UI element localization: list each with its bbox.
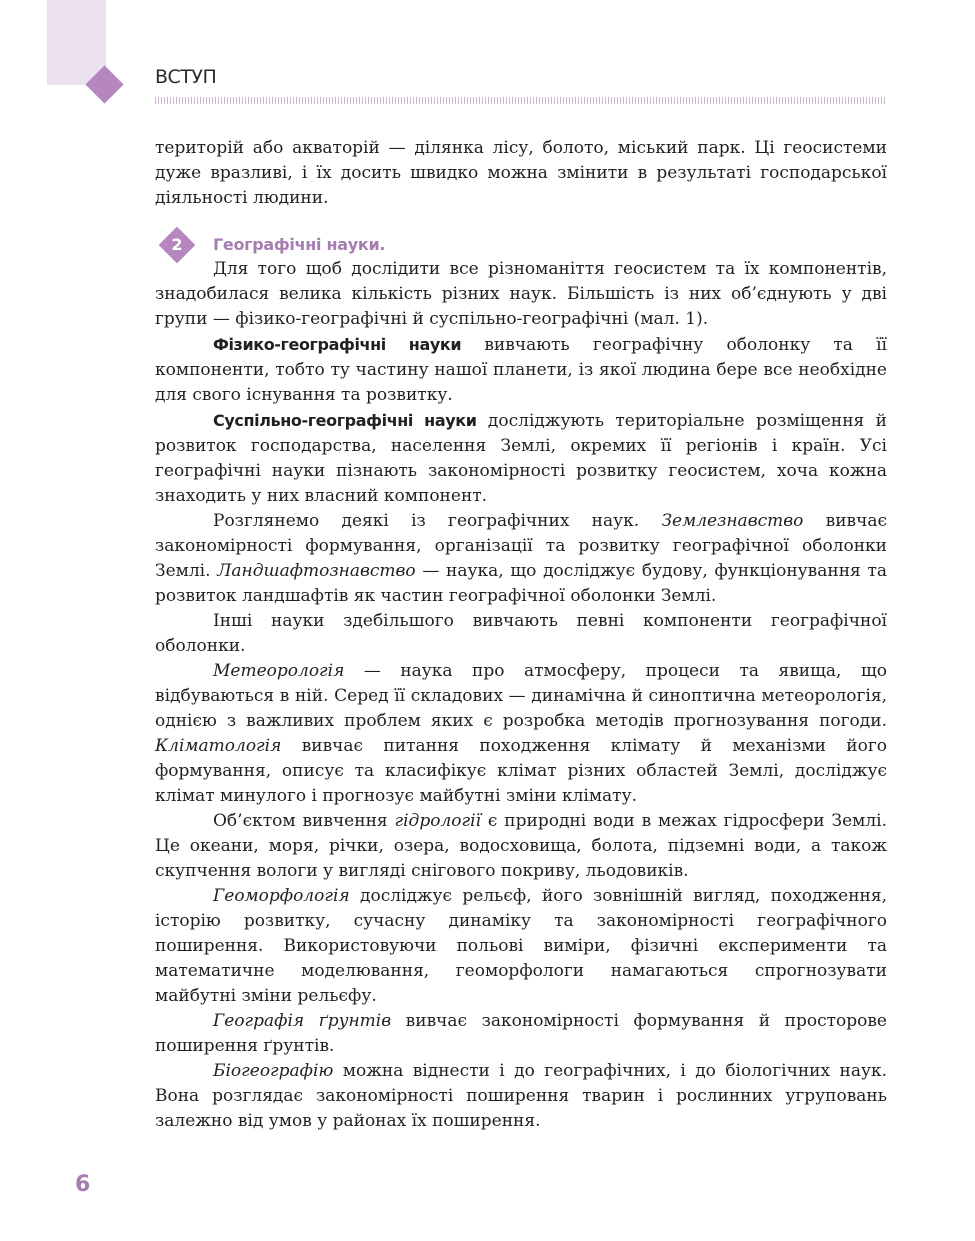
term-hydrology: гідрології — [394, 811, 481, 831]
section-number: 2 — [171, 235, 183, 254]
paragraph-social-geography — [155, 408, 887, 509]
paragraph-physical-geography — [155, 332, 887, 408]
term-climatology: Кліматологія — [155, 736, 282, 756]
paragraph-intro: територій або акваторій — ділянка лісу, болото, міський парк. Ці геосистеми дуже вразливі, і їх досить швидко можна змінити в результаті господарської діяльності людини. — [155, 138, 887, 208]
paragraph-text: вивчає закономірності формування, організації та розвитку географічної оболонки Землі. — [155, 511, 887, 581]
term-geomorphology: Геоморфологія — [213, 886, 350, 906]
section-heading — [155, 232, 887, 257]
paragraph-soil-geography — [155, 1009, 887, 1059]
paragraph-text: вивчають географічну оболонку та її компоненти, тобто ту частину нашої планети, із якої людина бере все необхідне для свого існування та розвитку. — [155, 335, 887, 405]
paragraph-other-sciences: Інші науки здебільшого вивчають певні компоненти географічної оболонки. — [155, 611, 887, 656]
term-social-geography: Суспільно-географічні науки — [213, 411, 477, 430]
paragraph-text: вивчає закономірності формування й просторове поширення ґрунтів. — [155, 1011, 887, 1056]
paragraph-groups: Для того щоб дослідити все різноманіття геосистем та їх компонентів, знадобилася велика кількість різних наук. Більшість із них об’єднують у дві групи — фізико-географічні й суспільно-географічні (мал. 1). — [155, 259, 887, 329]
paragraph-text: — наука, що досліджує будову, функціонування та розвиток ландшафтів як частин географічної оболонки Землі. — [155, 561, 887, 606]
page-body — [155, 136, 887, 1134]
header-divider — [155, 97, 887, 104]
term-biogeography: Біогеографію — [213, 1061, 334, 1081]
term-physical-geography: Фізико-географічні науки — [213, 335, 462, 354]
term-soil-geography: Географія ґрунтів — [213, 1011, 392, 1031]
term-meteorology: Метеорологія — [213, 661, 345, 681]
paragraph-text: Об’єктом вивчення — [213, 811, 395, 831]
paragraph-text: Розглянемо деякі із географічних наук. — [213, 511, 662, 531]
paragraph-text: вивчає питання походження клімату й механізми його формування, описує та класифікує клімат різних областей Землі, досліджує клімат минулого і прогнозує майбутні зміни клімату. — [155, 736, 887, 806]
paragraph-hydrology — [155, 809, 887, 884]
section-title: ВСТУП — [155, 66, 217, 88]
paragraph-earth-science — [155, 509, 887, 609]
paragraph-biogeography — [155, 1059, 887, 1134]
page-number: 6 — [75, 1172, 91, 1197]
paragraph-text: — наука про атмосферу, процеси та явища, що відбуваються в ній. Серед її складових — динамічна й синоптична метеорологія, однією з важливих проблем яких є розробка методів прогнозування погоди. — [155, 661, 887, 731]
section-heading-title: Географічні науки. — [213, 235, 386, 254]
paragraph-text: досліджує рельєф, його зовнішній вигляд, походження, історію розвитку, сучасну динаміку та закономірності географічного поширення. Використовуючи польові виміри, фізичні експерименти та математичне моделювання, геоморфологи намагаються спрогнозувати майбутні зміни рельєфу. — [155, 886, 887, 1006]
term-landscape-science: Ландшафтознавство — [217, 561, 416, 581]
paragraph-text: є природні води в межах гідросфери Землі. Це океани, моря, річки, озера, водосховища, болота, підземні води, а також скупчення вологи у вигляді снігового покриву, льодовиків. — [155, 811, 887, 881]
paragraph-text: досліджують територіальне розміщення й розвиток господарства, населення Землі, окремих її регіонів і країн. Усі географічні науки пізнають закономірності розвитку геосистем, хоча кожна знаходить у них власний компонент. — [155, 411, 887, 506]
paragraph-text: можна віднести і до географічних, і до біологічних наук. Вона розглядає закономірності поширення тварин і рослинних угруповань залежно від умов у районах їх поширення. — [155, 1061, 887, 1131]
paragraph-meteorology — [155, 659, 887, 809]
term-earth-science: Землезнавство — [661, 511, 804, 531]
paragraph-geomorphology — [155, 884, 887, 1009]
